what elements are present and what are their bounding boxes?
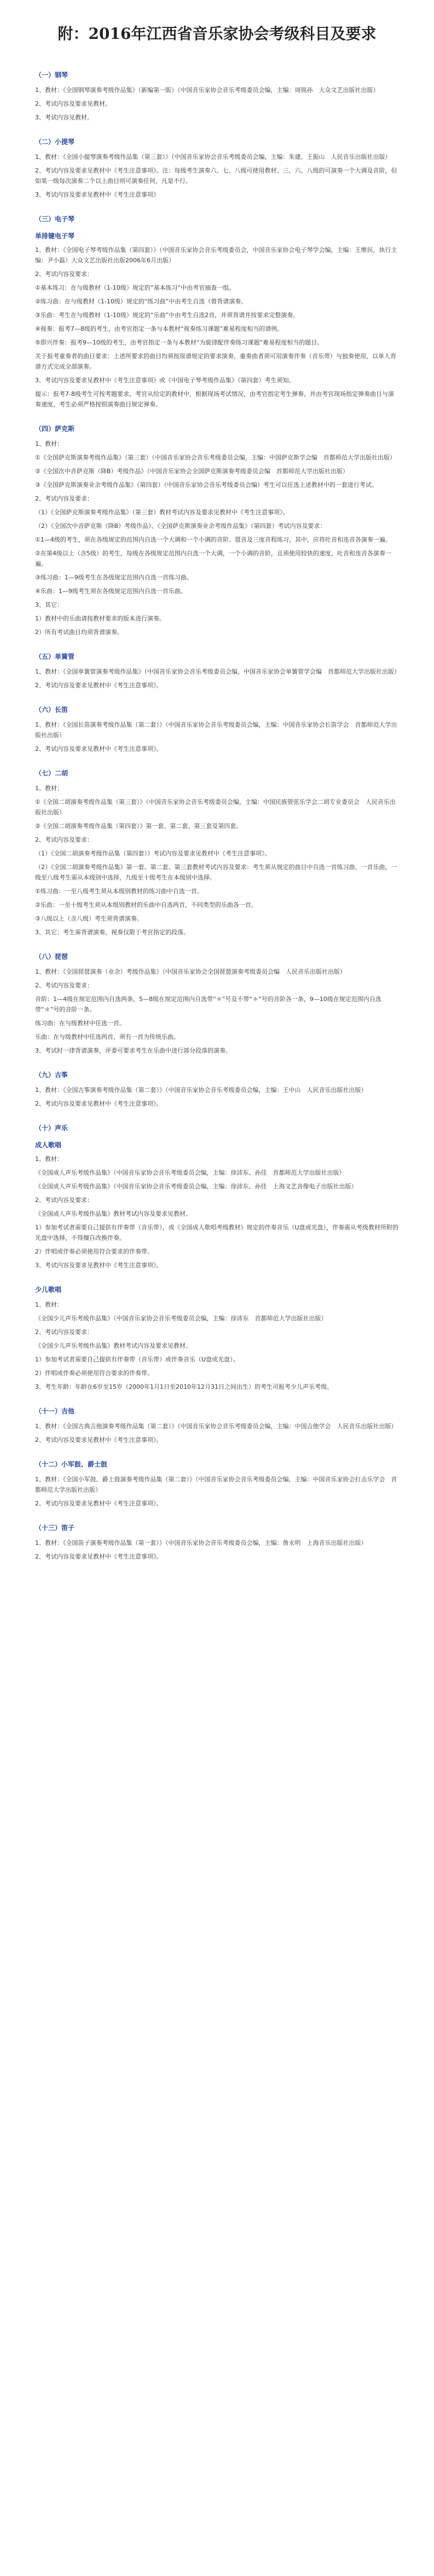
paragraph: 《全国成人声乐考级作品集》教材考试内容及要求见教材。 — [35, 1210, 192, 1217]
paragraph: 2）所有考试曲目均须背谱演奏。 — [35, 629, 123, 636]
paragraph: ③八级以上（含八级）考生须背谱演奏。 — [35, 915, 143, 922]
paragraph: ①1—4级的考生，须在各级规定的范围内自选一个大调和一个小调的音阶、琶音及三度音程练习，其中，应将吐音和连音各演奏一遍。 — [35, 536, 391, 543]
section-heading: （四）萨克斯 — [35, 425, 75, 433]
paragraph: 2）伴唱或伴奏必须使用符合要求的伴奏带。 — [35, 1248, 153, 1255]
paragraph: 1、教材：《全国长笛演奏考级作品集（第二套）》（中国音乐家协会音乐考级委员会编，主编：中国音乐家协会长笛学会 首都师范大学出版社出版） — [35, 721, 397, 739]
section — [35, 952, 399, 1056]
paragraph: 音阶：1—4级在规定范围内自选两条，5—8级在规定范围内自选带“＊”号及不带“＊”号的音阶各一条，9—10级在规定范围内自选带“＊”号的音阶一条。 — [35, 996, 381, 1013]
paragraph: 2、考试内容及要求： — [35, 495, 93, 502]
paragraph: 1、教材：《全国笛子演奏考级作品集（第一套）》（中国音乐家协会音乐考级委员会编，主编：詹永明 上海音乐出版社出版） — [35, 1539, 367, 1546]
paragraph: 乐曲：在与级教材中任选两首，须有一首为传统乐曲。 — [35, 1033, 180, 1040]
paragraph: ①《全国二胡演奏考级作品集（第三套）》（中国音乐家协会音乐考级委员会编，主编：中国民族管弦乐学会二胡专业委员会 人民音乐出版社出版） — [35, 798, 396, 816]
paragraph: ④乐曲：1—9级考生须在各级规定范围内自选一首乐曲。 — [35, 588, 187, 595]
section — [35, 1070, 399, 1109]
section — [35, 652, 399, 691]
section — [35, 214, 399, 410]
section — [35, 1406, 399, 1445]
paragraph: 提示：报考7-8级考生可按考题要求，考官从给定的教材中，根据现场考试情况，由考官指定考生弹奏，并由考官现场指定弹奏曲目与演奏速度，考生必须严格按照演奏曲目规定弹奏。 — [35, 390, 394, 408]
paragraph: ①《全国萨克斯演奏考级作品集》（第三套）（中国音乐家协会音乐考级委员会编，主编：中国萨克斯学会编 首都师范大学出版社出版） — [35, 454, 396, 461]
paragraph: 1、教材：《全国古典吉他演奏考级作品集（第二套）》（中国音乐家协会音乐考级委员会编，主编：中国吉他学会 人民音乐出版社出版） — [35, 1423, 397, 1430]
paragraph: 2、考试内容及要求见教材中《考生注意事项》。 — [35, 1553, 163, 1560]
paragraph: 1、教材：《全国单簧管演奏考级作品集》（中国音乐家协会音乐考级委员会编，中国音乐家协会单簧管学会编 首都师范大学出版社出版） — [35, 668, 400, 675]
paragraph: 《全国少儿声乐考级作品集》（中国音乐家协会音乐考级委员会编，主编：徐沛东 首都师范大学出版社出版） — [35, 1315, 327, 1322]
paragraph: 练习曲：在与级教材中任选一首。 — [35, 1020, 125, 1027]
section-heading: （三）电子琴 — [35, 215, 75, 223]
section — [35, 768, 399, 938]
section — [35, 705, 399, 754]
paragraph: 《全国成人声乐考级作品集》（中国音乐家协会音乐考级委员会编，主编：徐沛东、孙佳 上海文艺音像电子出版社出版） — [35, 1183, 357, 1190]
section — [35, 1523, 399, 1562]
paragraph: 3、考试内容及要求见教材中《考生注意事项》。 — [35, 1262, 163, 1269]
paragraph: 3、考生年龄：年龄在6岁至15岁（2000年1月1日至2010年12月31日之间出生）的考生可报考少儿声乐考级。 — [35, 1383, 333, 1390]
section-heading: 少儿歌唱 — [35, 1286, 62, 1293]
paragraph: 2、考试内容及要求： — [35, 836, 93, 843]
section-heading: （二）小提琴 — [35, 138, 75, 146]
paragraph: ②《全国次中音萨克斯（降B）考级作品》（中国音乐家协会全国萨克斯演奏考级委员会编 首都师范大学出版社出版） — [35, 468, 349, 475]
paragraph: 关于报考重奏者的曲目要求：上述所要求的曲目均须按原谱规定的要求演奏，重奏曲者须可用演奏伴奏（音乐带）与独奏使用，以单人背谱方式完成全部演奏。 — [35, 353, 396, 370]
paragraph: 1、教材： — [35, 785, 63, 792]
paragraph: 1、教材： — [35, 1155, 63, 1163]
paragraph: （1）《全国二胡演奏考级作品集（第四套）》考试内容及要求见教材中《考生注意事项》。 — [35, 850, 271, 857]
paragraph: 1、教材：《全国琵琶演奏（业余）考级作品集》（中国音乐家协会全国琵琶演奏考级委员会编 人民音乐出版社出版） — [35, 968, 346, 975]
paragraph: 《全国成人声乐考级作品集》（中国音乐家协会音乐考级委员会编，主编：徐沛东、孙佳 首都师范大学出版社出版） — [35, 1169, 345, 1176]
paragraph: ①练习曲：一至八级考生须从本级别教材的练习曲中自选一首。 — [35, 888, 203, 895]
section-heading: （六）长笛 — [35, 706, 68, 714]
paragraph: ②乐曲：一至十级考生须从本级别教材的乐曲中自选两首，不同类型的乐曲各一首。 — [35, 901, 257, 909]
paragraph: 1）参加考试者需要自己提供有伴奏带（音乐带）或伴奏音乐（U盘或光盘）。 — [35, 1356, 239, 1363]
paragraph: 2、考试内容及要求见教材中《考生注意事项》。 — [35, 1100, 163, 1107]
paragraph: 1、教材： — [35, 440, 63, 447]
document-body — [35, 70, 399, 1562]
section-heading: （十）声乐 — [35, 1124, 68, 1132]
section-subheading: 成人歌唱 — [35, 1141, 62, 1149]
paragraph: 1、教材：《全国电子琴考级作品集（第四套）》（中国音乐家协会音乐考级委员会，中国音乐家协会电子琴学会编，主编：王维民，执行主编：尹小磊）大众文艺出版社出版2006年6月出版） — [35, 246, 397, 264]
paragraph: 1、教材：《全国古筝演奏考级作品集（第二套）》（中国音乐家协会音乐考级委员会编，主编：王中山 人民音乐出版社出版） — [35, 1086, 367, 1094]
paragraph: ②在第4级以上（含5级）的考生，每级在各级规定范围内自选一个大调，一个小调的音阶，且须使用较快的速度，吐音和连音各演奏一遍。 — [35, 550, 391, 567]
paragraph: 1、教材：《全国小提琴演奏考级作品集（第三套）》（中国音乐家协会音乐考级委员会编，主编：朱建、王振山 人民音乐出版社出版） — [35, 153, 391, 160]
section — [35, 424, 399, 637]
paragraph: ②《全国二胡演奏考级作品集（第四套）》第一套、第二套、第三套及第四套。 — [35, 823, 242, 830]
paragraph: 1、教材： — [35, 1301, 63, 1308]
paragraph: （2）《全国次中音萨克斯（降B）考级作品》、《全国萨克斯演奏业余考级作品集》（第四套）考试内容及要求： — [35, 522, 326, 530]
section-heading: （八）琵琶 — [35, 953, 68, 961]
section — [35, 1123, 399, 1270]
paragraph: （2）《全国二胡演奏考级作品集》第一套、第二套、第三套教材考试内容及要求：考生须从规定的曲目中自选一首练习曲、一首乐曲，一级至八级考生需从本级别中选择，九级至十级考生在本级别中选择。 — [35, 864, 397, 881]
paragraph: 2、考试内容及要求见教材中《考生注意事项》。注：每级考生演奏六、七、八级可使用教材、三、六、八级的可演奏一个大调及音阶，但如果一级每次演奏二个以上曲目则可演奏任何，凡是不行。 — [35, 167, 397, 185]
section — [35, 1285, 399, 1392]
paragraph: ⑤即兴伴奏：报考9—10级的考生，由考官指定一条与本教材“为旋律配伴奏练习课题”难易程度相当的题目。 — [35, 339, 323, 346]
paragraph: 2、考试内容及要求见教材中《考生注意事项》。 — [35, 1500, 163, 1507]
section — [35, 1459, 399, 1509]
paragraph: ①基本练习：在与级教材（1-10级）规定的“基本练习”中由考官抽查一组。 — [35, 284, 235, 291]
paragraph: 2、考试内容及要求见教材中《考生注意事项》。 — [35, 1436, 163, 1444]
paragraph: 2、考试内容及要求： — [35, 1329, 93, 1336]
paragraph: 1、教材：《全国小军鼓、爵士鼓演奏考级作品集（第二套）》（中国音乐家协会音乐考级委员会编，主编：中国音乐家协会打击乐学会 首都师范大学出版社出版） — [35, 1476, 397, 1493]
section — [35, 137, 399, 200]
paragraph: 1）参加考试者需要自己提供有伴奏带（音乐带），或《全国成人歌唱考级教材》规定的伴奏音乐（U盘或光盘），伴奏需从考级教材所附的光盘中选择，不得擅自改换伴奏。 — [35, 1224, 399, 1241]
section-subheading: 单排键电子琴 — [35, 232, 75, 240]
paragraph: ③《全国萨克斯演奏业余考级作品集》（第四套）（中国音乐家协会音乐考级委员会编）考生可以任选上述教材中的一套进行考试。 — [35, 481, 378, 488]
paragraph: 2、考试内容及要求： — [35, 982, 93, 989]
paragraph: 1）教材中的乐曲请按教材要求的版本进行演奏。 — [35, 615, 165, 622]
paragraph: ④视奏：报考7—8级的考生，由考官指定一条与本教材“视奏练习课题”难易程度相当的谱例。 — [35, 325, 283, 332]
section-heading: （十三）笛子 — [35, 1524, 75, 1532]
paragraph: 3、其它： — [35, 601, 63, 608]
paragraph: ③乐曲：考生在与级教材（1-10级）规定的“乐曲”中由考生自选2首，并须背谱并按要求完整演奏。 — [35, 312, 299, 319]
section-heading: （七）二胡 — [35, 769, 68, 777]
section-heading: （一）钢琴 — [35, 71, 68, 79]
paragraph: 2、考试内容及要求见教材中《考生注意事项》。 — [35, 682, 163, 689]
paragraph: 3、考试内容见教材。 — [35, 114, 93, 121]
paragraph: 3、考试时一律背谱演奏，评委可要求考生在乐曲中进行部分段落的演奏。 — [35, 1047, 232, 1054]
paragraph: 2、考试内容及要求见教材中《考生注意事项》。 — [35, 745, 163, 752]
paragraph: 3、考试内容及要求见教材中《考生注意事项》 — [35, 191, 159, 198]
paragraph: 2）伴唱或伴奏必须使用符合要求的伴奏带。 — [35, 1370, 153, 1377]
section-heading: （九）古筝 — [35, 1071, 68, 1079]
paragraph: 3、考试内容及要求见教材中《考生注意事项》或《中国电子琴考级作品集》（第四套）考生须知。 — [35, 377, 295, 384]
paragraph: 《全国少儿声乐考级作品集》教材考试内容及要求见教材。 — [35, 1342, 192, 1349]
paragraph: 2、考试内容及要求： — [35, 1197, 93, 1204]
paragraph: 3、其它：考生需背谱演奏，视奏仅限于考官指定的段落。 — [35, 929, 189, 936]
section-heading: （十二）小军鼓、爵士鼓 — [35, 1461, 108, 1468]
page-title: 附：2016年江西省音乐家协会考级科目及要求 — [57, 25, 377, 43]
paragraph: （1）《全国萨克斯演奏考级作品集》（第三套）教材考试内容及要求见教材中《考生注意事项》。 — [35, 509, 289, 516]
paragraph: 2、考试内容及要求见教材。 — [35, 100, 111, 107]
section — [35, 70, 399, 123]
section-heading: （十一）吉他 — [35, 1407, 75, 1415]
paragraph: 2、考试内容及要求： — [35, 271, 93, 278]
paragraph: 1、教材：《全国钢琴演奏考级作品集》（新编第一版）（中国音乐家协会音乐考级委员会编，主编：周铭孙 大众文艺出版社出版） — [35, 87, 379, 94]
section-heading: （五）单簧管 — [35, 653, 75, 660]
paragraph: ②练习曲：在与级教材（1-10级）规定的“练习曲”中由考生自选（曾背谱演奏。 — [35, 298, 247, 305]
paragraph: ③练习曲：1—9级考生在各级规定范围内自选一首练习曲。 — [35, 574, 193, 581]
